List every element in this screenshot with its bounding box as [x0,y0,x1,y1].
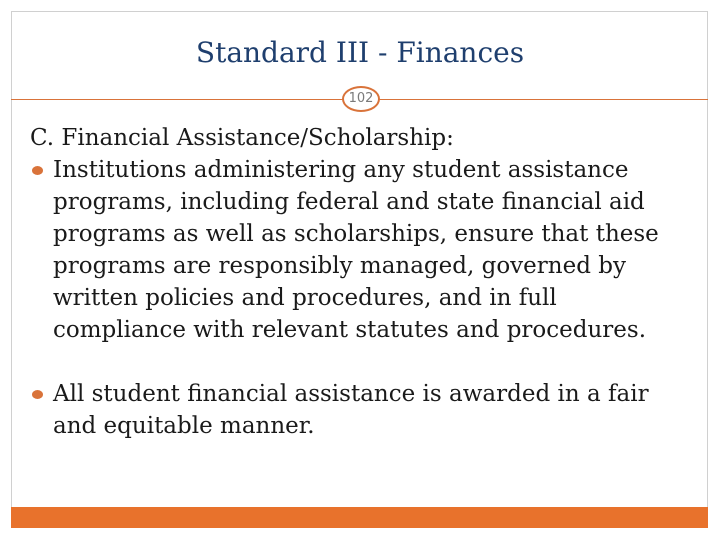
bullet-icon [32,390,43,399]
bullet-text: Institutions administering any student assistance programs, including federal and state financial aid programs as well as scholarships, ensure that these programs are responsibly managed, governed by written policies and procedures, and in full compliance with relevant statutes and procedures. [53,157,659,343]
bullet-text: All student financial assistance is awarded in a fair and equitable manner. [53,381,649,439]
section-heading: C. Financial Assistance/Scholarship: [30,125,454,151]
slide-content [30,122,690,442]
bullet-item [30,378,690,442]
bullet-item [30,154,690,346]
page-number-badge: 102 [342,86,380,112]
bullet-icon [32,166,43,175]
footer-bar [11,507,708,528]
slide-title: Standard III - Finances [195,36,525,69]
